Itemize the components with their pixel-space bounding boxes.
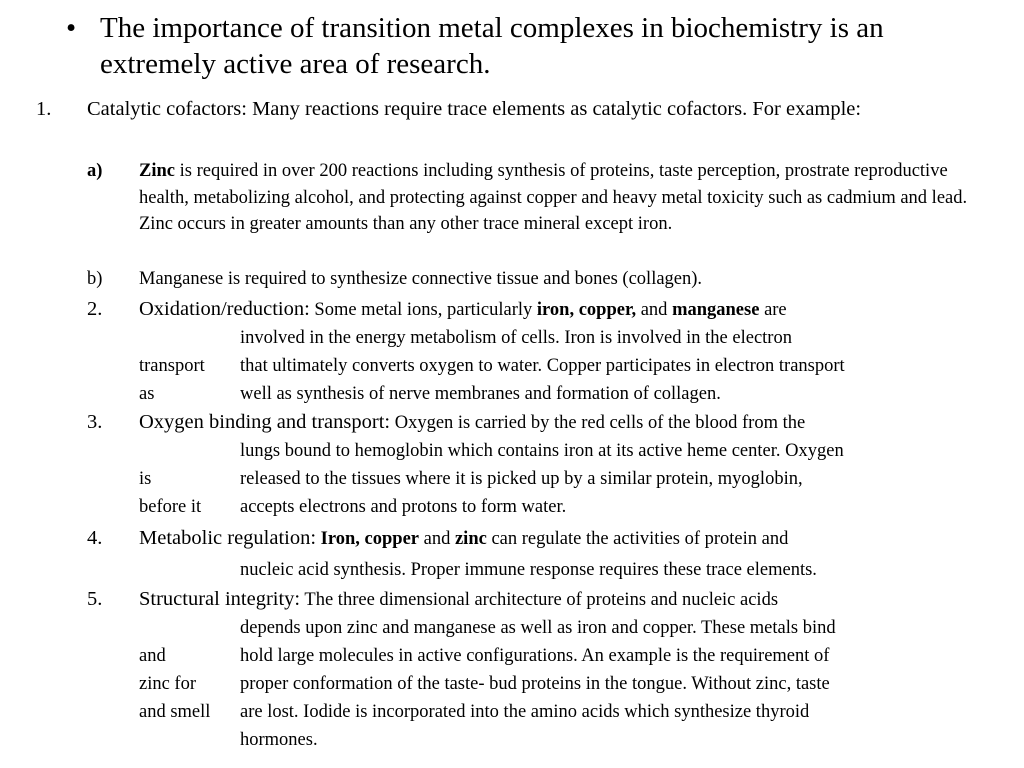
row-text: released to the tissues where it is picked up by a similar protein, myoglobin, <box>240 469 803 489</box>
row-label <box>139 324 240 352</box>
bold-term: iron, copper, <box>536 300 637 320</box>
row-label <box>139 437 240 465</box>
text-row <box>87 670 992 698</box>
item-text: Catalytic cofactors: Many reactions require trace elements as catalytic cofactors. For example: <box>87 98 862 120</box>
item-lead: Metabolic regulation: <box>139 527 317 549</box>
item-lead: Structural integrity: <box>139 588 301 610</box>
item-text: can regulate the activities of protein and <box>486 529 789 549</box>
row-text: hormones. <box>240 730 318 750</box>
row-label: zinc for <box>139 674 197 694</box>
item-lead: Oxidation/reduction: <box>139 298 310 320</box>
row-label: and smell <box>139 702 211 722</box>
bold-term: zinc <box>454 529 487 549</box>
text-row <box>87 465 992 493</box>
item-text: Some metal ions, particularly <box>309 300 537 320</box>
item-text: The three dimensional architecture of proteins and nucleic acids <box>300 590 779 610</box>
item-text: Oxygen is carried by the red cells of the blood from the <box>390 413 806 433</box>
sub-item-marker: b) <box>87 269 103 289</box>
row-text: are lost. Iodide is incorporated into the amino acids which synthesize thyroid <box>240 702 810 722</box>
sub-item-marker: a) <box>87 161 103 181</box>
row-text: that ultimately converts oxygen to water. Copper participates in electron transport <box>240 356 845 376</box>
text-row <box>87 698 992 726</box>
sub-item-manganese <box>87 266 992 293</box>
row-label: is <box>139 469 152 489</box>
row-label: as <box>139 384 155 404</box>
text-row <box>87 556 992 584</box>
item-text: are <box>759 300 787 320</box>
bold-term: manganese <box>672 300 760 320</box>
list-item-metabolic-regulation <box>87 524 992 584</box>
item-number: 5. <box>87 588 103 610</box>
row-text: depends upon zinc and manganese as well as iron and copper. These metals bind <box>240 618 836 638</box>
item-number: 2. <box>87 298 103 320</box>
text-row <box>87 493 992 521</box>
row-text: nucleic acid synthesis. Proper immune response requires these trace elements. <box>240 560 817 580</box>
row-text: lungs bound to hemoglobin which contains iron at its active heme center. Oxygen <box>240 441 844 461</box>
item-lead: Oxygen binding and transport: <box>139 411 391 433</box>
row-text: accepts electrons and protons to form water. <box>240 497 567 517</box>
row-label <box>139 556 240 584</box>
list-item-catalytic-cofactors <box>36 96 996 123</box>
row-text: proper conformation of the taste- bud proteins in the tongue. Without zinc, taste <box>240 674 830 694</box>
item-heading <box>139 408 992 437</box>
item-heading <box>139 585 992 614</box>
row-label: and <box>139 646 166 666</box>
bold-term: Iron, copper <box>320 529 419 549</box>
row-text: involved in the energy metabolism of cells. Iron is involved in the electron <box>240 328 792 348</box>
list-item-oxygen-binding <box>87 408 992 521</box>
item-heading <box>139 524 992 553</box>
sub-item-body: is required in over 200 reactions including synthesis of proteins, taste perception, prostrate reproductive health, metabolizing alcohol, and protecting against copper and heavy metal toxicity such as cadmium and lead. Zinc occurs in greater amounts than any other trace mineral except iron. <box>139 161 968 234</box>
bold-term: Zinc <box>139 161 175 181</box>
item-number: 1. <box>36 98 52 120</box>
sub-item-text: Manganese is required to synthesize connective tissue and bones (collagen). <box>139 269 703 289</box>
text-row <box>87 437 992 465</box>
item-text: and <box>636 300 673 320</box>
list-item-structural-integrity <box>87 585 992 754</box>
sub-item-text <box>139 158 992 238</box>
item-text: and <box>419 529 455 549</box>
text-row <box>87 352 992 380</box>
row-label <box>139 726 240 754</box>
title-text: The importance of transition metal complexes in biochemistry is an extremely active area of research. <box>100 12 884 80</box>
list-item-oxidation-reduction <box>87 295 992 408</box>
row-text: hold large molecules in active configurations. An example is the requirement of <box>240 646 830 666</box>
row-label: before it <box>139 497 202 517</box>
text-row <box>87 614 992 642</box>
row-label <box>139 614 240 642</box>
text-row <box>87 642 992 670</box>
text-row <box>87 380 992 408</box>
row-label: transport <box>139 356 205 376</box>
item-number: 4. <box>87 527 103 549</box>
text-row <box>87 726 992 754</box>
bullet-icon: • <box>66 12 77 44</box>
item-number: 3. <box>87 411 103 433</box>
row-text: well as synthesis of nerve membranes and formation of collagen. <box>240 384 721 404</box>
item-heading <box>139 295 992 324</box>
sub-item-zinc <box>87 158 992 238</box>
text-row <box>87 324 992 352</box>
slide-title <box>66 10 966 82</box>
